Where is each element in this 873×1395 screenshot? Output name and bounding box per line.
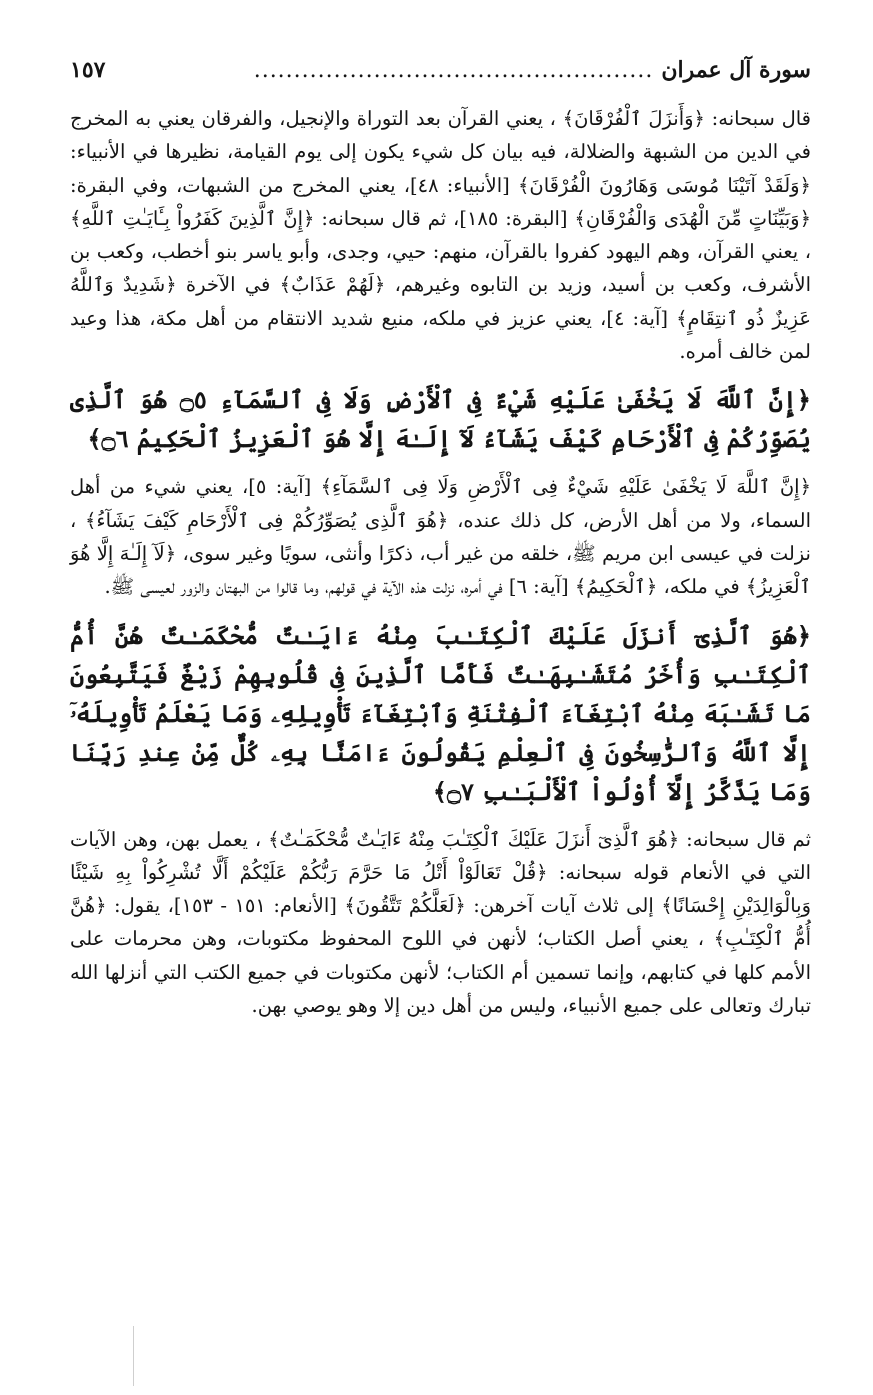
scan-artifact-line [133,1326,134,1386]
commentary-paragraph: قال سبحانه: ﴿وَأَنزَلَ ٱلْفُرْقَانَ﴾ ، يعني القرآن بعد التوراة والإنجيل، والفرقان يعني به المخرج في الدين من الشبهة والضلالة، فيه بيان كل شيء يكون إلى يوم القيامة، نظيرها في الأنبياء: ﴿وَلَقَدْ آتَيْنَا مُوسَى وَهَارُونَ الْفُرْقَانَ﴾ [الأنبياء: ٤٨]، يعني المخرج من الشبهات، وفي البقرة: ﴿وَبَيِّنَاتٍ مِّنَ الْهُدَى وَالْفُرْقَانِ﴾ [البقرة: ١٨٥]، ثم قال سبحانه: ﴿إِنَّ ٱلَّذِينَ كَفَرُواْ بِـَٔايَـٰتِ ٱللَّهِ﴾ ، يعني القرآن، وهم اليهود كفروا بالقرآن، منهم: حيي، وجدى، وأبو ياسر بنو أخطب، وكعب بن الأشرف، وكعب بن أسيد، وزيد بن التابوه وغيرهم، ﴿لَهُمْ عَذَابٌ﴾ في الآخرة ﴿شَدِيدٌ وَٱللَّهُ عَزِيزٌ ذُو ٱنتِقَامٍ﴾ [آية: ٤]، يعني عزيز في ملكه، منيع شديد الانتقام من أهل مكة، هذا وعيد لمن خالف أمره. [70,107,812,364]
page-number: ١٥٧ [70,57,106,83]
commentary-paragraph: ﴿إِنَّ ٱللَّهَ لَا يَخْفَىٰ عَلَيْهِ شَيْءٌ فِى ٱلْأَرْضِ وَلَا فِى ٱلسَّمَآءِ﴾ [آية: ٥]، يعني شيء من أهل السماء، ولا من أهل الأرض، كل ذلك عنده، ﴿هُوَ ٱلَّذِى يُصَوِّرُكُمْ فِى ٱلْأَرْحَامِ كَيْفَ يَشَآءُ﴾ ، نزلت في عيسى ابن مريم ﷺ، خلقه من غير أب، ذكرًا وأنثى، سويًا وغير سوى، ﴿لَآ إِلَـٰهَ إِلَّا هُوَ ٱلْعَزِيزُ﴾ في ملكه، ﴿ٱلْحَكِيمُ﴾ [آية: ٦] في أمره، نزلت هذه الآية في قولهم، وما قالوا من البهتان والزور لعيسى ﷺ. [70,475,812,599]
page-body [70,102,811,1022]
header-leader-dots: .................................................. [253,57,654,83]
running-header [70,52,811,88]
quran-verse-block: ﴿إِنَّ ٱللَّهَ لَا يَخْفَىٰ عَلَيْهِ شَيْءٌ فِى ٱلْأَرْضِ وَلَا فِى ٱلسَّمَآءِ ۝٥ هُوَ ٱلَّذِى يُصَوِّرُكُمْ فِى ٱلْأَرْحَامِ كَيْفَ يَشَآءُ لَآ إِلَـٰهَ إِلَّا هُوَ ٱلْعَزِيزُ ٱلْحَكِيمُ ۝٦﴾ [70,385,811,454]
commentary-paragraph: ثم قال سبحانه: ﴿هُوَ ٱلَّذِىٓ أَنزَلَ عَلَيْكَ ٱلْكِتَـٰبَ مِنْهُ ءَايَـٰتٌ مُّحْكَمَـٰتٌ﴾ ، يعمل بهن، وهن الآيات التي في الأنعام قوله سبحانه: ﴿قُلْ تَعَالَوْاْ أَتْلُ مَا حَرَّمَ رَبُّكُمْ عَلَيْكُمْ أَلَّا تُشْرِكُواْ بِهِ شَيْئًا وَبِالْوَالِدَيْنِ إِحْسَانًا﴾ إلى ثلاث آيات آخرهن: ﴿لَعَلَّكُمْ تَتَّقُونَ﴾ [الأنعام: ١٥١ - ١٥٣]، يقول: ﴿هُنَّ أُمُّ ٱلْكِتَـٰبِ﴾ ، يعني أصل الكتاب؛ لأنهن في اللوح المحفوظ مكتوبات، وهن محرمات على الأمم كلها في كتابهم، وإنما تسمين أم الكتاب؛ لأنهن مكتوبات في جميع الكتب التي أنزلها الله تبارك وتعالى على جميع الأنبياء، وليس من أهل دين إلا وهو يوصي بهن. [70,827,812,1018]
surah-title: سورة آل عمران [661,57,811,83]
quran-verse-block: ﴿هُوَ ٱلَّذِىٓ أَنزَلَ عَلَيْكَ ٱلْكِتَـٰبَ مِنْهُ ءَايَـٰتٌ مُّحْكَمَـٰتٌ هُنَّ أُمُّ ٱلْكِتَـٰبِ وَأُخَرُ مُتَشَـٰبِهَـٰتٌ فَأَمَّا ٱلَّذِينَ فِى قُلُوبِهِمْ زَيْغٌ فَيَتَّبِعُونَ مَا تَشَـٰبَهَ مِنْهُ ٱبْتِغَآءَ ٱلْفِتْنَةِ وَٱبْتِغَآءَ تَأْوِيلِهِۦ وَمَا يَعْلَمُ تَأْوِيلَهُۥٓ إِلَّا ٱللَّهُ وَٱلرَّٰسِخُونَ فِى ٱلْعِلْمِ يَقُولُونَ ءَامَنَّا بِهِۦ كُلٌّ مِّنْ عِندِ رَبِّنَا وَمَا يَذَّكَّرُ إِلَّآ أُوْلُواْ ٱلْأَلْبَـٰبِ ۝٧﴾ [70,620,811,806]
